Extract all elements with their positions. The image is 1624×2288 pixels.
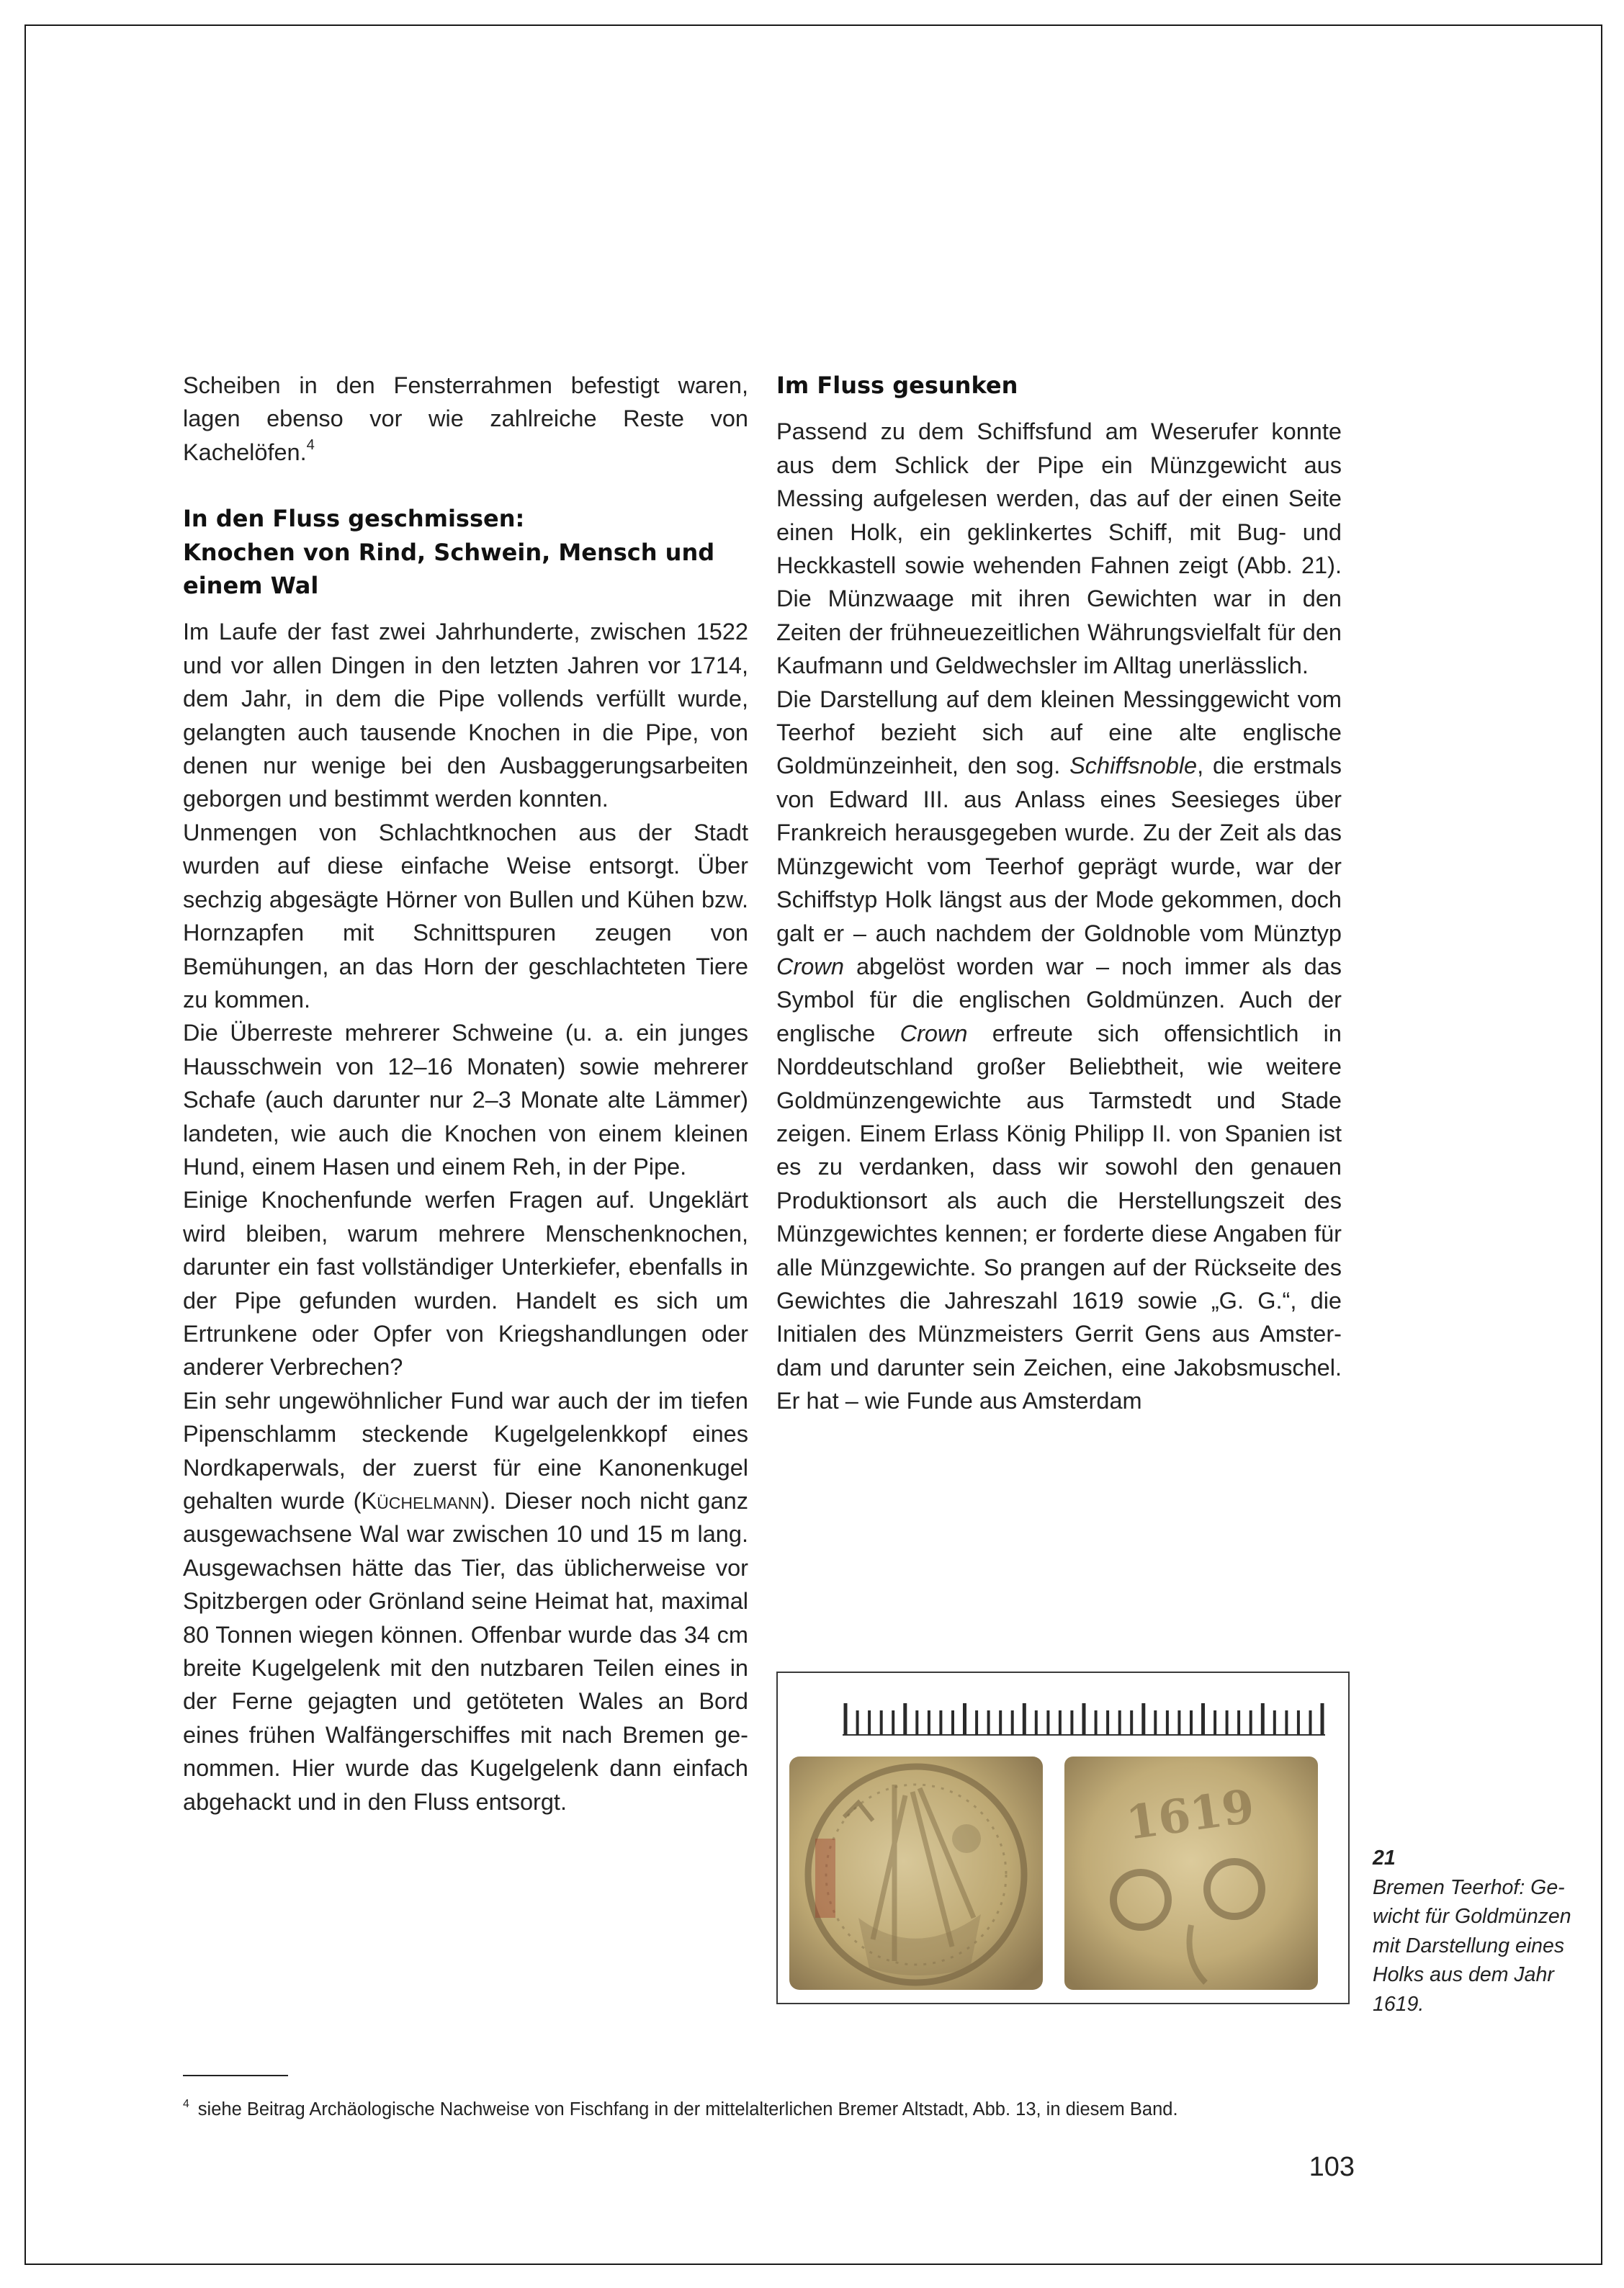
coin-reverse-date-image <box>1062 1752 1322 1994</box>
paragraph-whale <box>183 1384 748 1818</box>
ruler-tick <box>1059 1710 1062 1735</box>
term-crown: Crown <box>776 953 844 979</box>
ruler-tick <box>915 1710 918 1735</box>
term-crown-2: Crown <box>900 1020 968 1046</box>
figure-caption-text: Bremen Teerhof: Gewicht für Goldmünzen mit Darstellung eines Holks aus dem Jahr 1619. <box>1373 1875 1571 2016</box>
ruler-tick <box>903 1703 907 1735</box>
right-column <box>776 369 1342 1418</box>
whale-text-b: ). Dieser noch nicht ganz ausgewachsene Wal war zwischen 10 und 15 m lang. Ausgewachsen hätte das Tier, das üblicherweise vor Spitzbergen oder Grönland seine Heimat hat, maximal 80 Tonnen wiegen können. Offenbar wurde das 34 cm breite Kugelgelenk mit den nutzbaren Teilen eines in der Ferne gejagten und getöteten Wales an Bord eines frühen Walfängerschiffes mit nach Bremen genommen. Hier wurde das Kugelgelenk dann einfach abgehackt und in den Fluss entsorgt. <box>183 1488 748 1815</box>
heading-line-1: In den Fluss geschmissen: <box>183 505 525 533</box>
ruler-tick <box>868 1710 871 1735</box>
intro-paragraph <box>183 369 748 469</box>
ruler-tick <box>1070 1710 1073 1735</box>
author-citation: Küchelmann <box>361 1488 482 1514</box>
ruler-tick <box>1190 1710 1193 1735</box>
ruler-tick <box>880 1710 883 1735</box>
page-number: 103 <box>1309 2152 1355 2182</box>
ruler-tick <box>1154 1710 1157 1735</box>
noble-text-b: , die erstmals von Edward III. aus Anlass eines Seesieges über Frankreich herausgegeben wurde. Zu der Zeit als das Münzgewicht vom Teerhof geprägt wurde, war der Schiffstyp Holk längst aus der Mode gekommen, doch galt er – auch nachdem der Goldnoble vom Münztyp <box>776 753 1342 946</box>
ruler-tick <box>1201 1703 1205 1735</box>
ruler-tick <box>844 1703 848 1735</box>
figure-caption <box>1373 1844 1589 2019</box>
ruler-tick <box>987 1710 990 1735</box>
ruler-tick <box>1118 1710 1121 1735</box>
left-column <box>183 369 748 1818</box>
figure-number: 21 <box>1373 1847 1396 1870</box>
page <box>24 24 1602 2265</box>
ruler-tick <box>1082 1703 1086 1735</box>
term-schiffsnoble: Schiffsnoble <box>1069 753 1198 779</box>
ruler-tick <box>1213 1710 1216 1735</box>
paragraph-pigs-sheep: Die Überreste mehrerer Schweine (u. a. ein junges Hausschwein von 12–16 Monaten) sowie mehrerer Schafe (auch darunter nur 2–3 Monate alte Lämmer) landeten, wie auch die Knochen von einem kleinen Hund, einem Hasen und einem Reh, in der Pipe. <box>183 1020 748 1180</box>
ruler-tick <box>1226 1710 1229 1735</box>
ruler-tick <box>1130 1710 1133 1735</box>
ruler-tick <box>1250 1710 1252 1735</box>
footnote-text: siehe Beitrag Archäologische Nachweise von Fischfang in der mittelalterlichen Bremer Altstadt, Abb. 13, in diesem Band. <box>197 2099 1178 2120</box>
ruler-tick <box>892 1710 894 1735</box>
ruler-tick <box>951 1710 954 1735</box>
ruler-tick <box>1177 1710 1180 1735</box>
heading-line-2: Knochen von Rind, Schwein, Mensch und <box>183 538 715 566</box>
intro-text: Scheiben in den Fensterrahmen befestigt waren, lagen ebenso vor wie zahlreiche Reste von Kachelöfen. <box>183 372 748 465</box>
scale-ruler <box>843 1702 1325 1738</box>
ruler-tick <box>1261 1703 1265 1735</box>
ruler-tick <box>1106 1710 1109 1735</box>
ruler-tick <box>939 1710 942 1735</box>
footnote <box>183 2091 1371 2122</box>
noble-text-d: erfreute sich offensichtlich in Norddeutschland großer Beliebtheit, wie weitere Goldmünzengewichte aus Tarmstedt und Stade zeigen. Einem Erlass König Philipp II. von Spanien ist es zu verdanken, dass wir sowohl den genauen Produktionsort als auch die Herstellungszeit des Münzgewichtes kennen; er forderte diese Angaben für alle Münzgewichte. So prangen auf der Rückseite des Gewichtes die Jahreszahl 1619 sowie „G. G.“, die Initialen des Münzmeisters Gerrit Gens aus Amsterdam und darunter sein Zeichen, eine Jakobsmuschel. Er hat – wie Funde aus Amsterdam <box>776 1020 1342 1414</box>
noble-text-a: Die Darstellung auf dem kleinen Messinggewicht vom Teerhof bezieht sich auf eine alte englische Goldmünzeinheit, den sog. <box>776 686 1342 779</box>
ruler-tick <box>1285 1710 1288 1735</box>
ruler-tick <box>999 1710 1002 1735</box>
noble-text-c: abgelöst worden war – noch immer als das Symbol für die englischen Goldmünzen. Auch der englische <box>776 953 1342 1046</box>
ruler-tick <box>975 1710 978 1735</box>
ruler-tick <box>1011 1710 1014 1735</box>
section-heading-fluss-geschmissen <box>183 502 748 602</box>
paragraph-slaughter-bones: Unmengen von Schlachtknochen aus der Stadt wurden auf diese einfache Weise entsorgt. Über sechzig abgesägte Hörner von Bullen und Kühen bzw. Hornzapfen mit Schnittspuren zeugen von Bemühungen, an das Horn der geschlachteten Tiere zu kommen. <box>183 819 748 1013</box>
ruler-tick <box>1023 1703 1026 1735</box>
ruler-tick <box>1095 1710 1098 1735</box>
ruler-tick <box>1141 1703 1145 1735</box>
ruler-tick <box>1321 1703 1324 1735</box>
ruler-tick <box>1166 1710 1169 1735</box>
ruler-tick <box>1297 1710 1300 1735</box>
heading-line-3: einem Wal <box>183 572 319 600</box>
footnote-separator <box>183 2075 288 2076</box>
ruler-tick <box>928 1710 930 1735</box>
paragraph-human-bones: Einige Knochenfunde werfen Fragen auf. Ungeklärt wird bleiben, warum mehrere Menschenknochen, darunter ein fast vollständiger Unterkiefer, ebenfalls in der Pipe gefunden wurden. Handelt es sich um Ertrunkene oder Opfer von Kriegshandlungen oder anderer Verbrechen? <box>183 1187 748 1381</box>
whale-text-a: Ein sehr ungewöhnlicher Fund war auch der im tiefen Pipenschlamm steckende Kugelgelenkkopf eines Nordkaperwals, der zuerst für eine Kanonenkugel gehalten wurde ( <box>183 1387 748 1514</box>
ruler-tick <box>1046 1710 1049 1735</box>
paragraph-schiffsnoble <box>776 683 1342 1418</box>
ruler-tick <box>1273 1710 1276 1735</box>
ruler-tick <box>1237 1710 1240 1735</box>
paragraph-coin-weight: Passend zu dem Schiffsfund am Weserufer konnte aus dem Schlick der Pipe ein Münzgewicht aus Messing aufgelesen werden, das auf der einen Seite einen Holk, ein geklinkertes Schiff, mit Bug- und Heckkastell sowie wehenden Fahnen zeigt (Abb. 21). Die Münzwaage mit ihren Gewichten war in den Zeiten der frühneuezeitlichen Währungsvielfalt für den Kaufmann und Geldwechsler im Alltag unerlässlich. <box>776 418 1342 679</box>
ruler-tick <box>963 1703 966 1735</box>
ruler-tick <box>1035 1710 1038 1735</box>
figure-coin-weight <box>776 1672 1350 2004</box>
footnote-reference[interactable]: 4 <box>306 436 315 453</box>
ruler-tick <box>1309 1710 1312 1735</box>
section-heading-fluss-gesunken: Im Fluss gesunken <box>776 372 1018 399</box>
coin-obverse-holk-image <box>786 1752 1047 1994</box>
coin-date-mark: 1619 <box>1123 1779 1258 1851</box>
ruler-tick <box>856 1710 859 1735</box>
footnote-mark: 4 <box>183 2098 189 2110</box>
paragraph-bones-intro: Im Laufe der fast zwei Jahrhunderte, zwischen 1522 und vor allen Dingen in den letzten Jahren vor 1714, dem Jahr, in dem die Pipe vollends verfüllt wurde, gelangten auch tausende Knochen in die Pipe, von denen nur wenige bei den Ausbaggerungsarbeiten geborgen und bestimmt werden konnten. <box>183 619 748 812</box>
